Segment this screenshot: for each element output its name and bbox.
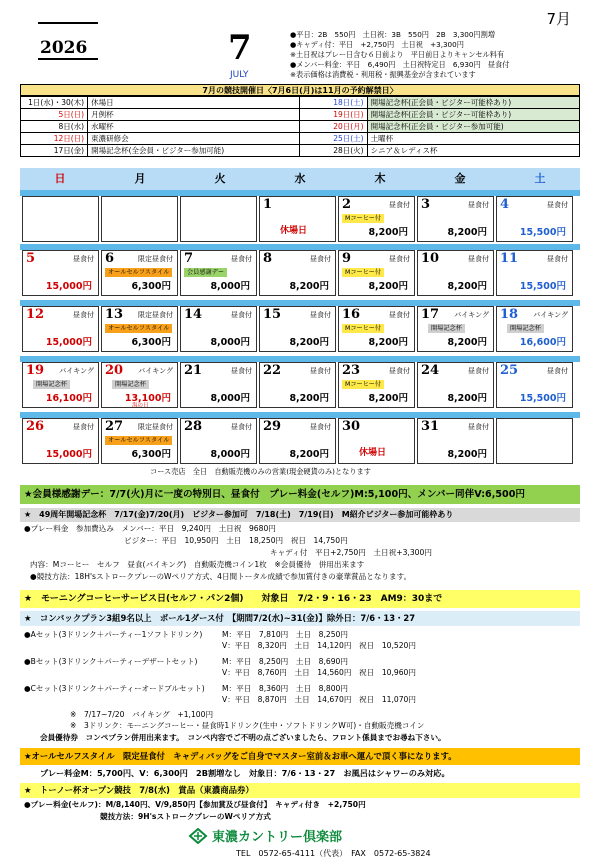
day-cell[interactable]: [259, 306, 336, 352]
set-b-visitor: V：平日 8,760円 土日 14,560円 祝日 10,960円: [222, 668, 416, 677]
event-name: 開場記念杯(正会員・ビジター参加可能): [367, 121, 579, 133]
event-date: 20日(月): [300, 121, 367, 133]
day-cell[interactable]: [417, 418, 494, 464]
weekday-label: 月: [134, 172, 146, 185]
day-price: 16,100円: [45, 393, 92, 404]
member-thanks-banner: ★会員様感謝デー：7/7(火)月に一度の特別日、昼食付 プレー料金(セルフ)M:5,100円、メンバー同伴V:6,500円: [20, 485, 580, 504]
meal-label: 昼食付: [389, 311, 410, 319]
club-name: 東濃カントリー倶楽部: [212, 830, 343, 845]
price-note: ※表示価格は消費税・利用税・振興基金が含まれています: [290, 70, 476, 79]
set-a-title: ●Aセット(3ドリンク＋パーティー1ソフトドリンク): [24, 630, 203, 639]
event-date: 18日(土): [300, 97, 367, 109]
day-number: 20: [105, 363, 124, 378]
day-price: 8,200円: [368, 281, 408, 292]
set-c-member: M：平日 8,360円 土日 8,800円: [222, 684, 348, 693]
day-number: 14: [184, 307, 203, 322]
event-date: 1日(水)・30(木): [21, 97, 88, 109]
anniversary-method: ●競技方法：18H'sストロークプレーのWペリア方式、4日間トータル成績で参加賞付きの豪華賞品となります。: [30, 572, 412, 581]
day-number: 23: [342, 363, 361, 378]
meal-label: 限定昼食付: [138, 423, 173, 431]
day-number: 12: [26, 307, 45, 322]
day-cell[interactable]: [101, 306, 178, 352]
day-number: 17: [421, 307, 440, 322]
event-row: [21, 145, 580, 157]
day-number: 11: [500, 251, 519, 266]
day-number: 6: [105, 251, 115, 266]
event-row: [21, 121, 580, 133]
meal-label: 昼食付: [389, 201, 410, 209]
member-coupon-note: 会員優待券 コンペプラン併用出来ます。 コンペ内容でご不明の点ございましたら、フロント係員までお尋ね下さい。: [40, 733, 446, 742]
day-price: 16,600円: [519, 337, 566, 348]
day-price: 13,100円: [124, 393, 171, 404]
weekday-label: 日: [54, 172, 66, 185]
event-date: 28日(火): [300, 145, 367, 157]
day-cell[interactable]: [417, 306, 494, 352]
price-note: ●平日：2B 550円 土日祝：3B 550円 2B 3,300円割増: [290, 30, 495, 39]
day-tag: Mコーヒー付: [342, 324, 384, 333]
meal-label: 昼食付: [231, 423, 252, 431]
day-price: 8,000円: [210, 281, 250, 292]
day-cell[interactable]: [259, 418, 336, 464]
event-row: [21, 97, 580, 109]
closed-label: 休場日: [359, 448, 387, 458]
day-number: 28: [184, 419, 203, 434]
morning-coffee-banner: ★ モーニングコーヒーサービス日(セルフ・パン2個) 対象日 7/2・9・16・23 AM9：30まで: [20, 590, 580, 608]
set-a-visitor: V：平日 8,320円 土日 14,120円 祝日 10,520円: [222, 641, 416, 650]
day-tag: Mコーヒー付: [342, 214, 384, 223]
day-cell[interactable]: [338, 250, 415, 296]
day-price: 8,200円: [368, 337, 408, 348]
event-name: 休場日: [88, 97, 300, 109]
day-price: 15,000円: [45, 449, 92, 460]
day-cell[interactable]: [22, 418, 99, 464]
event-name: 開場記念杯(全会員・ビジター参加可能): [88, 145, 300, 157]
club-logo-icon: [188, 828, 208, 844]
day-number: 4: [500, 197, 510, 212]
day-number: 8: [263, 251, 273, 266]
weekday-label: 水: [294, 172, 306, 185]
day-cell[interactable]: [496, 362, 573, 408]
day-price: 6,300円: [131, 449, 171, 460]
day-price: 8,000円: [210, 449, 250, 460]
day-cell[interactable]: [417, 196, 494, 242]
price-note: ●キャディ付：平日 +2,750円 土日祝 +3,300円: [290, 40, 464, 49]
events-table: [20, 96, 580, 157]
set-b-member: M：平日 8,250円 土日 8,690円: [222, 657, 348, 666]
month-label: 7月: [546, 10, 571, 28]
day-tag: Mコーヒー付: [342, 268, 384, 277]
event-name: 東濃研修会: [88, 133, 300, 145]
anniversary-fee-visitor: ビジター：平日 10,950円 土日 18,250円 祝日 14,750円: [124, 536, 348, 545]
day-cell[interactable]: [180, 362, 257, 408]
day-number: 22: [263, 363, 282, 378]
weekday-label: 木: [374, 172, 386, 185]
day-cell[interactable]: [101, 250, 178, 296]
day-price: 8,000円: [210, 337, 250, 348]
meal-label: 昼食付: [73, 423, 94, 431]
day-cell[interactable]: [259, 362, 336, 408]
set-a-member: M：平日 7,810円 土日 8,250円: [222, 630, 348, 639]
event-date: 25日(土): [300, 133, 367, 145]
header-rule-bottom: [38, 58, 98, 60]
meal-label: 昼食付: [73, 311, 94, 319]
day-price: 8,200円: [368, 393, 408, 404]
meal-label: 昼食付: [468, 255, 489, 263]
day-number: 24: [421, 363, 440, 378]
weekday-header: [20, 168, 580, 190]
day-number: 29: [263, 419, 282, 434]
day-price: 15,000円: [45, 281, 92, 292]
event-name: 開場記念杯(正会員・ビジター可能枠あり): [367, 109, 579, 121]
event-row: [21, 133, 580, 145]
day-tag: 開場記念杯: [112, 380, 149, 389]
day-number: 30: [342, 419, 361, 434]
day-price: 15,500円: [519, 227, 566, 238]
meal-label: バイキング: [533, 311, 568, 319]
meal-label: 限定昼食付: [138, 255, 173, 263]
meal-label: 昼食付: [547, 255, 568, 263]
day-number: 15: [263, 307, 282, 322]
day-price: 8,200円: [289, 449, 329, 460]
meal-label: 昼食付: [231, 367, 252, 375]
day-price: 15,500円: [519, 393, 566, 404]
day-cell[interactable]: [417, 362, 494, 408]
day-cell[interactable]: [180, 250, 257, 296]
day-price: 15,000円: [45, 337, 92, 348]
day-price: 8,200円: [447, 337, 487, 348]
day-price: 8,200円: [289, 281, 329, 292]
event-date: 5日(日): [21, 109, 88, 121]
meal-label: 限定昼食付: [138, 311, 173, 319]
comeback-plan-banner: ★ コンバックプラン3組9名以上 ボール1ダース付 【期間7/2(水)~31(金)】除外日：7/6・13・27: [20, 611, 580, 626]
set-c-title: ●Cセット(3ドリンク＋パーティーオードブルセット): [24, 684, 205, 693]
price-note: ●メンバー料金：平日 6,490円 土日祝特定日 6,930円 昼食付: [290, 60, 510, 69]
day-number: 1: [263, 197, 273, 212]
day-number: 10: [421, 251, 440, 266]
day-number: 26: [26, 419, 45, 434]
weekday-label: 土: [534, 172, 546, 185]
day-cell[interactable]: [180, 306, 257, 352]
day-cell[interactable]: [101, 362, 178, 408]
month-english: JULY: [230, 70, 249, 80]
day-number: 31: [421, 419, 440, 434]
contact-info: TEL 0572-65-4111（代表） FAX 0572-65-3824: [236, 849, 431, 858]
holiday-note: 海の日: [132, 403, 149, 409]
store-note: コース売店 全日 自動販売機のみの営業(現金硬貨のみ)となります: [150, 467, 371, 476]
day-number: 25: [500, 363, 519, 378]
meal-label: 昼食付: [468, 423, 489, 431]
meal-label: バイキング: [454, 311, 489, 319]
meal-label: バイキング: [138, 367, 173, 375]
event-name: 月例杯: [88, 109, 300, 121]
day-price: 8,200円: [289, 337, 329, 348]
events-title: 7月の競技開催日〈7月6日(月)は11月の予約解禁日〉: [20, 84, 580, 96]
event-date: 8日(水): [21, 121, 88, 133]
meal-label: 昼食付: [547, 201, 568, 209]
day-cell: [180, 196, 257, 242]
day-number: 19: [26, 363, 45, 378]
day-cell[interactable]: [496, 250, 573, 296]
toneono-fee: ●プレー料金(セルフ)：M/8,140円、V/9,850円【参加賞及び昼食付】 キャディ付き +2,750円: [24, 800, 366, 809]
day-cell[interactable]: [338, 306, 415, 352]
price-note: ※土日祝はプレー日含む６日前より 平日前日よりキャンセル料有: [290, 50, 505, 59]
day-price: 15,500円: [519, 281, 566, 292]
day-number: 5: [26, 251, 36, 266]
day-cell: [101, 196, 178, 242]
all-self-detail: プレー料金M：5,700円、V：6,300円 2B割増なし 対象日：7/6・13・27 お風呂はシャワーのみ対応。: [40, 768, 450, 778]
day-number: 7: [184, 251, 194, 266]
day-price: 8,200円: [368, 227, 408, 238]
day-price: 6,300円: [131, 337, 171, 348]
set-b-title: ●Bセット(3ドリンク＋パーティーデザートセット): [24, 657, 198, 666]
day-tag: 開場記念杯: [33, 380, 70, 389]
day-cell[interactable]: [101, 418, 178, 464]
day-cell[interactable]: [417, 250, 494, 296]
weekday-label: 金: [454, 172, 466, 185]
day-cell[interactable]: [338, 418, 415, 464]
meal-label: 昼食付: [310, 423, 331, 431]
event-name: 土曜杯: [367, 133, 579, 145]
day-number: 9: [342, 251, 352, 266]
anniversary-content: 内容：Mコーヒー セルフ 昼食(バイキング) 自動販売機コイン1枚 ※会員優待 併用出来ます: [30, 560, 365, 569]
closed-label: 休場日: [280, 226, 308, 236]
month-number: 7: [228, 28, 252, 68]
day-number: 3: [421, 197, 431, 212]
day-price: 8,200円: [447, 449, 487, 460]
year: 2026: [40, 38, 88, 58]
meal-label: 昼食付: [310, 367, 331, 375]
price-notes: [290, 30, 509, 80]
day-cell[interactable]: [338, 362, 415, 408]
day-tag: Mコーヒー付: [342, 380, 384, 389]
anniversary-fee-caddie: キャディ付 平日+2,750円 土日祝+3,300円: [270, 548, 432, 557]
all-self-banner: ★オールセルフスタイル 限定昼食付 キャディバッグをご自身でマスター室前＆お車へ運んで頂く事になります。: [20, 748, 580, 765]
toneono-cup-banner: ★ トーノー杯オープン競技 7/8(水) 賞品（東濃商品券）: [20, 783, 580, 798]
viking-note: ※ 7/17~7/20 バイキング +1,100円: [70, 710, 214, 719]
event-name: 開場記念杯(正会員・ビジター可能枠あり): [367, 97, 579, 109]
meal-label: 昼食付: [310, 311, 331, 319]
meal-label: 昼食付: [468, 367, 489, 375]
meal-label: 昼食付: [389, 255, 410, 263]
day-tag: 会員感謝デー: [184, 268, 227, 277]
day-cell[interactable]: [22, 306, 99, 352]
day-tag: オールセルフスタイル: [105, 268, 172, 277]
meal-label: 昼食付: [468, 201, 489, 209]
day-cell[interactable]: [259, 196, 336, 242]
anniversary-fee-member: ●プレー料金 参加費込み メンバー：平日 9,240円 土日祝 9680円: [24, 524, 276, 533]
day-cell[interactable]: [496, 306, 573, 352]
weekday-label: 火: [214, 172, 226, 185]
meal-label: バイキング: [59, 367, 94, 375]
event-name: シニア＆レディス杯: [367, 145, 579, 157]
meal-label: 昼食付: [231, 255, 252, 263]
set-c-visitor: V：平日 8,870円 土日 14,670円 祝日 11,070円: [222, 695, 416, 704]
day-number: 18: [500, 307, 519, 322]
day-tag: 開場記念杯: [507, 324, 544, 333]
event-date: 17日(金): [21, 145, 88, 157]
drink-note: ※ 3ドリンク：モーニングコーヒー・昼食時1ドリンク(生中・ソフトドリンクW可)・自動販売機コイン: [70, 721, 425, 730]
day-cell[interactable]: [259, 250, 336, 296]
meal-label: 昼食付: [547, 367, 568, 375]
header-rule-top: [38, 22, 98, 24]
day-tag: 開場記念杯: [428, 324, 465, 333]
day-number: 16: [342, 307, 361, 322]
toneono-method: 競技方法：9H'sストロークプレーのWペリア方式: [100, 812, 271, 821]
event-name: 水曜杯: [88, 121, 300, 133]
day-cell[interactable]: [22, 362, 99, 408]
day-number: 13: [105, 307, 124, 322]
day-number: 27: [105, 419, 124, 434]
day-number: 2: [342, 197, 352, 212]
day-number: 21: [184, 363, 203, 378]
day-tag: オールセルフスタイル: [105, 436, 172, 445]
event-row: [21, 109, 580, 121]
day-price: 8,200円: [289, 393, 329, 404]
event-date: 19日(日): [300, 109, 367, 121]
anniversary-cup-banner: ★ 49周年開場記念杯 7/17(金)7/20(月) ビジター参加可 7/18(土) 7/19(日) M紹介ビジター参加可能枠あり: [20, 508, 580, 522]
day-price: 8,200円: [447, 393, 487, 404]
day-cell[interactable]: [22, 250, 99, 296]
day-price: 8,200円: [447, 227, 487, 238]
day-price: 8,200円: [447, 281, 487, 292]
day-tag: オールセルフスタイル: [105, 324, 172, 333]
day-price: 8,000円: [210, 393, 250, 404]
day-cell[interactable]: [496, 196, 573, 242]
day-cell: [22, 196, 99, 242]
meal-label: 昼食付: [389, 367, 410, 375]
day-price: 6,300円: [131, 281, 171, 292]
meal-label: 昼食付: [73, 255, 94, 263]
meal-label: 昼食付: [310, 255, 331, 263]
day-cell[interactable]: [180, 418, 257, 464]
day-cell[interactable]: [338, 196, 415, 242]
day-cell: [496, 418, 573, 464]
meal-label: 昼食付: [231, 311, 252, 319]
event-date: 12日(日): [21, 133, 88, 145]
